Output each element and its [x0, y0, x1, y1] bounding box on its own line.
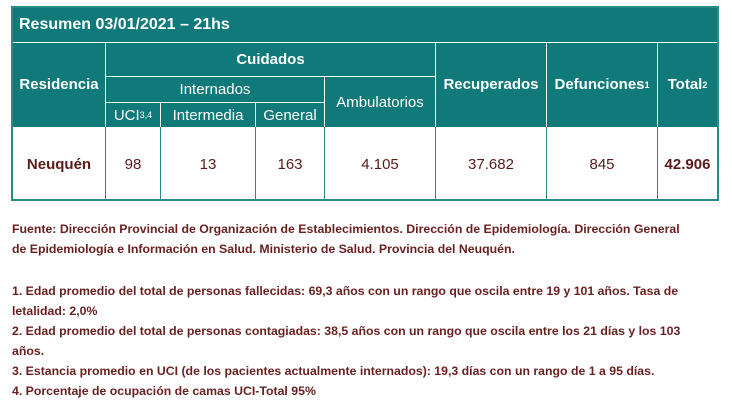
header-total: Total 2: [658, 42, 717, 127]
header-defunciones-label: Defunciones: [554, 76, 645, 93]
header-divider: [657, 42, 658, 127]
footnote-line: 1. Edad promedio del total de personas fallecidas: 69,3 años con un rango que oscila entre 19 y 101 años. Tasa de: [12, 284, 679, 298]
header-total-label: Total: [667, 76, 703, 93]
header-divider: [324, 76, 325, 127]
header-divider: [106, 102, 324, 103]
footnote-line: 2. Edad promedio del total de personas contagiadas: 38,5 años con un rango que oscila entre los 21 días y los 103: [12, 324, 681, 338]
summary-table: [11, 6, 719, 201]
footnotes: [12, 281, 724, 401]
header-ambulatorios: Ambulatorios: [325, 77, 435, 127]
cell-general: 163: [277, 155, 303, 173]
source-note: [12, 219, 724, 259]
header-residencia: Residencia: [13, 42, 105, 127]
header-divider: [435, 42, 436, 127]
header-recuperados: Recuperados: [436, 42, 546, 127]
cell-intermedia: 13: [199, 155, 217, 173]
header-cuidados: Cuidados: [106, 42, 435, 76]
header-divider: [105, 42, 106, 127]
header-general: General: [256, 103, 324, 127]
header-internados: Internados: [106, 77, 324, 102]
footnote-line: letalidad: 2,0%: [12, 304, 98, 318]
header-divider: [13, 42, 717, 43]
cell-recuperados: 37.682: [468, 155, 514, 173]
cell-defunciones: 845: [589, 155, 615, 173]
footnote-line: 3. Estancia promedio en UCI (de los pacientes actualmente internados): 19,3 días con un rango de 1 a 95 días.: [12, 364, 655, 378]
source-line: de Epidemiología e Información en Salud. Ministerio de Salud. Provincia del Neuquén.: [12, 242, 515, 256]
header-divider: [106, 76, 435, 77]
cell-total: 42.906: [664, 155, 711, 173]
header-defunciones: Defunciones 1: [547, 42, 657, 127]
header-divider: [546, 42, 547, 127]
footnote-line: 4. Porcentaje de ocupación de camas UCI-Total 95%: [12, 384, 316, 398]
table-title: Resumen 03/01/2021 – 21hs: [13, 8, 717, 42]
cell-residencia: Neuquén: [26, 155, 92, 173]
source-line: Fuente: Dirección Provincial de Organización de Establecimientos. Dirección de Epidemiología. Dirección General: [12, 222, 680, 236]
cell-ambulatorios: 4.105: [361, 155, 399, 173]
header-divider: [255, 102, 256, 127]
header-uci-label: UCI: [113, 106, 140, 124]
cell-uci: 98: [124, 155, 142, 173]
header-divider: [160, 102, 161, 127]
header-intermedia: Intermedia: [161, 103, 255, 127]
header-uci: UCI 3,4: [106, 103, 160, 127]
footnote-line: años.: [12, 344, 45, 358]
